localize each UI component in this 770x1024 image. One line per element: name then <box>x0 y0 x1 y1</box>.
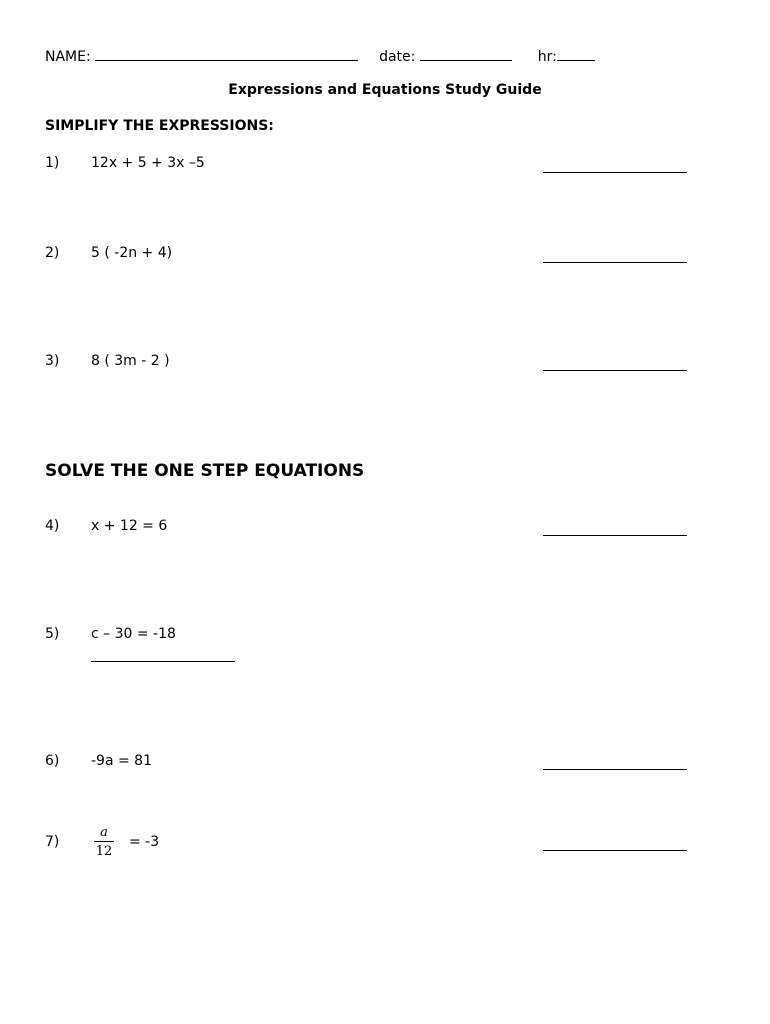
problem-expression: 8 ( 3m - 2 ) <box>91 353 170 369</box>
problem-expression: c – 30 = -18 <box>91 626 176 642</box>
problem-number: 5) <box>45 626 60 642</box>
date-label: date: <box>379 49 416 65</box>
answer-line[interactable] <box>91 661 235 662</box>
answer-line[interactable] <box>543 172 687 173</box>
answer-line[interactable] <box>543 769 687 770</box>
problem-number: 7) <box>45 834 60 850</box>
student-info-line <box>45 46 595 65</box>
section-heading-simplify: SIMPLIFY THE EXPRESSIONS: <box>45 118 274 134</box>
name-blank[interactable] <box>95 46 358 61</box>
hr-label: hr: <box>537 49 557 65</box>
section-heading-equations: SOLVE THE ONE STEP EQUATIONS <box>45 461 365 481</box>
date-blank[interactable] <box>420 46 512 61</box>
name-label: NAME: <box>45 49 91 65</box>
problem-number: 1) <box>45 155 60 171</box>
page-title: Expressions and Equations Study Guide <box>228 82 542 98</box>
fraction-denominator: 12 <box>95 844 113 859</box>
fraction <box>92 826 116 858</box>
answer-line[interactable] <box>543 535 687 536</box>
problem-number: 4) <box>45 518 60 534</box>
problem-number: 6) <box>45 753 60 769</box>
problem-number: 2) <box>45 245 60 261</box>
problem-expression: 12x + 5 + 3x –5 <box>91 155 205 171</box>
answer-line[interactable] <box>543 850 687 851</box>
problem-expression-rest: = -3 <box>129 834 160 850</box>
answer-line[interactable] <box>543 370 687 371</box>
problem-number: 3) <box>45 353 60 369</box>
fraction-numerator: a <box>100 825 108 840</box>
answer-line[interactable] <box>543 262 687 263</box>
problem-expression: x + 12 = 6 <box>91 518 168 534</box>
problem-expression: 5 ( -2n + 4) <box>91 245 173 261</box>
problem-expression: -9a = 81 <box>91 753 152 769</box>
hr-blank[interactable] <box>557 46 595 61</box>
